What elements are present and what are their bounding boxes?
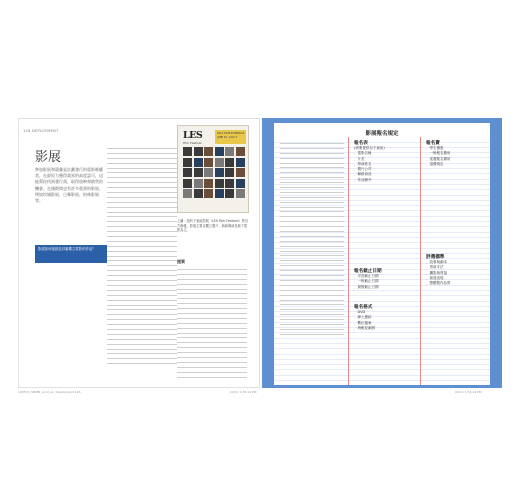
poster-caption: 上圖：紐約下東區影展（LES Film Festival）的官方海報，影展主要以獨立製片、新銳導演及地下電影為主。	[177, 219, 249, 233]
poster-subtitle: Film Festival	[183, 141, 202, 145]
registration-form-list: (需要提供以下資訊) ．電影名稱 ．片長 ．導演姓名 ．製片公司 ．聯絡資訊 ．作品簡介	[354, 146, 385, 182]
poster-schedule-line: 2011 FILM SCHEDULE	[217, 132, 245, 135]
body-column-1	[107, 146, 177, 366]
section-entry-fee: 報名費	[426, 141, 440, 146]
intro-paragraph: 參加影展和競賽是計劃發行的電影維權者，在最短力獲得業界的高度認可，這能幫你找到發行商，取得放映和銷售的機會。在國際間也有許多重要的影展，例如坎城影展、日舞影展、柏林影展等。	[35, 167, 103, 204]
page-header: 126 DEPLOYMENT	[23, 129, 59, 133]
poster-schedule-box	[215, 130, 246, 144]
festival-poster-image	[177, 125, 249, 213]
right-page	[262, 118, 502, 388]
section-registration-form: 報名表	[354, 141, 368, 146]
body-column-2	[177, 267, 247, 379]
poster-schedule-line: JUNE 30 - JULY 3	[217, 136, 238, 139]
magazine-spread	[18, 118, 502, 388]
sheet-text-column	[280, 141, 344, 337]
page-title: 影展	[35, 150, 62, 165]
judging-criteria-list: ．故事與劇本 ．導演手法 ．攝影與剪接 ．演員表現 ．整體製作品質	[426, 260, 451, 286]
format-list: ．DVD ．線上連結 ．數位檔案 ．海報及劇照	[354, 310, 375, 330]
print-slug-mid: 09/11 1:34:14 PM	[230, 390, 257, 394]
left-page	[18, 118, 260, 388]
print-slug-right: 09/11 1:34:14 PM	[455, 390, 482, 394]
margin-line	[420, 137, 421, 385]
margin-line	[348, 137, 349, 385]
section-format: 報名格式	[354, 305, 373, 310]
sheet-title: 影展報名規定	[365, 131, 399, 137]
section-deadlines: 報名截止日期	[354, 269, 382, 274]
ruled-notebook-sheet	[274, 123, 490, 385]
section-heading: 提案	[177, 259, 185, 264]
poster-film-thumbnails	[183, 147, 245, 198]
pull-quote: 影展如何接納並評審獨立電影的作品？	[35, 245, 107, 263]
poster-title: LES	[183, 130, 203, 141]
deadlines-list: ．早鳥截止日期 ．一般截止日期 ．最後截止日期	[354, 274, 379, 289]
print-slug-left: 126TCK_SMMN_print_en_Deployment 126	[18, 390, 81, 394]
entry-fee-list: ．學生優惠 ．一般報名費用 ．延遲報名費用 ．退費規定	[426, 146, 451, 166]
section-judging-criteria: 評選標準	[426, 255, 445, 260]
